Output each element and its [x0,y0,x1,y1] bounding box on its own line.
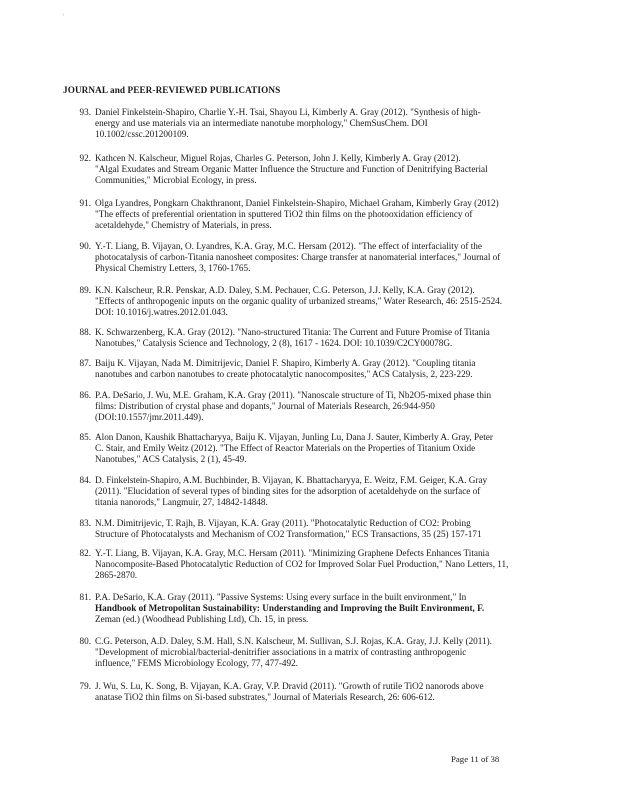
entry-text [95,358,567,380]
entry-line: Baiju K. Vijayan, Nada M. Dimitrijevic, Daniel F. Shapiro, Kimberly A. Gray (2012). "Coupling titania [95,358,476,368]
entry-line: titania nanorods," Langmuir, 27, 14842-14848. [95,497,268,508]
entry-text [95,153,567,187]
entry-line: Structure of Photocatalysts and Mechanism of CO2 Transformation," ECS Transactions, 35 (25) 157-171 [95,529,482,540]
page-number: Page 11 of 38 [451,754,500,764]
entry-line: films: Distribution of crystal phase and dopants," Journal of Materials Research, 26:944-950 [95,401,435,412]
entry-line: Communities," Microbial Ecology, in press. [95,175,257,186]
entry-text [95,432,567,466]
entry-line: nanotubes and carbon nanotubes to create photocatalytic nanocomposites," ACS Catalysis, 2, 223-229. [95,369,473,380]
entry-number: 80. [79,636,91,646]
entry-line: Physical Chemistry Letters, 3, 1760-1765. [95,263,251,274]
entry-text [95,198,567,232]
entry-line: Nanocomposite-Based Photocatalytic Reduction of CO2 for Improved Solar Fuel Production," Nano Letters, 11, [95,559,509,570]
entry-number: 89. [79,285,91,295]
entry-number: 81. [79,592,91,602]
entry-number: 86. [79,390,91,400]
entry-line: Y.-T. Liang, B. Vijayan, O. Lyandres, K.A. Gray, M.C. Hersam (2012). "The effect of interfaciality of the [95,241,482,251]
entry-line: Handbook of Metropolitan Sustainability: Understanding and Improving the Built Environment, F. [95,603,485,614]
entry-number: 79. [79,681,91,691]
entry-text [95,518,567,540]
entry-text [95,390,567,424]
entry-line: acetaldehyde," Chemistry of Materials, in press. [95,220,272,231]
entry-text [95,592,567,626]
entry-text [95,475,567,509]
entry-number: 91. [79,198,91,208]
entry-text [95,241,567,275]
entry-number: 88. [79,327,91,337]
entry-number: 92. [79,153,91,163]
entry-number: 85. [79,432,91,442]
entry-number: 82. [79,548,91,558]
entry-number: 83. [79,518,91,528]
entry-text [95,107,567,141]
entry-line: Kathcen N. Kalscheur, Miguel Rojas, Charles G. Peterson, John J. Kelly, Kimberly A. Gray (2012). [95,153,461,163]
entry-number: 90. [79,241,91,251]
entry-line: anatase TiO2 thin films on Si-based substrates," Journal of Materials Research, 26: 606-612. [95,692,435,703]
entry-text [95,548,567,582]
entry-line: K.N. Kalscheur, R.R. Penskar, A.D. Daley, S.M. Pechauer, C.G. Peterson, J.J. Kelly, K.A. Gray (2012). [95,285,475,295]
entry-text [95,285,567,319]
entry-line: (2011). "Elucidation of several types of binding sites for the adsorption of acetaldehyde on the surface of [95,486,481,497]
entry-line: DOI: 10.1016/j.watres.2012.01.043. [95,307,228,318]
stray-mark: ' [63,14,65,20]
entry-line: P.A. DeSario, J. Wu, M.E. Graham, K.A. Gray (2011). "Nanoscale structure of Ti, Nb2O5-mixed phase thin [95,390,492,400]
entry-line: Nanotubes," Catalysis Science and Technology, 2 (8), 1617 - 1624. DOI: 10.1039/C2CY00078G. [95,338,453,349]
entry-line: influence," FEMS Microbiology Ecology, 77, 477-492. [95,658,298,669]
entry-line: 2865-2870. [95,570,138,581]
entry-line: "Development of microbial/bacterial-denitrifier associations in a matrix of contrasting anthropogenic [95,647,467,658]
entry-line: (DOI:10.1557/jmr.2011.449). [95,412,204,423]
entry-line: Daniel Finkelstein-Shapiro, Charlie Y.-H. Tsai, Shayou Li, Kimberly A. Gray (2012). "Synthesis of high- [95,107,481,117]
entry-line: 10.1002/cssc.201200109. [95,129,189,140]
entry-number: 84. [79,475,91,485]
entry-line: Nanotubes," ACS Catalysis, 2 (1), 45-49. [95,454,247,465]
entry-number: 93. [79,107,91,117]
entry-line: C.G. Peterson, A.D. Daley, S.M. Hall, S.N. Kalscheur, M. Sullivan, S.J. Rojas, K.A. Gray, J.J. Kelly (2011). [95,636,492,646]
entry-line: "Effects of anthropogenic inputs on the organic quality of urbanized streams," Water Research, 46: 2515-2524. [95,296,503,307]
entry-line: Y.-T. Liang, B. Vijayan, K.A. Gray, M.C. Hersam (2011). "Minimizing Graphene Defects Enhances Titania [95,548,490,558]
entry-line: K. Schwarzenberg, K.A. Gray (2012). "Nano-structured Titania: The Current and Future Promise of Titania [95,327,490,337]
entry-line: photocatalysis of carbon-Titania nanosheet composites: Charge transfer at nanomaterial interfaces," Journal of [95,252,501,263]
entry-line: "Algal Exudates and Stream Organic Matter Influence the Structure and Function of Denitrifying Bacterial [95,164,488,175]
entry-line: D. Finkelstein-Shapiro, A.M. Buchbinder, B. Vijayan, K. Bhattacharyya, E. Weitz, F.M. Geiger, K.A. Gray [95,475,488,485]
entry-number: 87. [79,358,91,368]
entry-line: P.A. DeSario, K.A. Gray (2011). "Passive Systems: Using every surface in the built environment," In [95,592,467,602]
entry-line: "The effects of preferential orientation in sputtered TiO2 thin films on the photooxidation efficiency of [95,209,473,220]
entry-line: N.M. Dimitrijevic, T. Rajh, B. Vijayan, K.A. Gray (2011). "Photocatalytic Reduction of CO2: Probing [95,518,471,528]
section-heading: JOURNAL and PEER-REVIEWED PUBLICATIONS [63,85,281,95]
entry-text [95,681,567,703]
entry-line: Alon Danon, Kaushik Bhattacharyya, Baiju K. Vijayan, Junling Lu, Dana J. Sauter, Kimberly A. Gray, Peter [95,432,493,442]
entry-text [95,327,567,349]
entry-line: Zeman (ed.) (Woodhead Publishing Ltd), Ch. 15, in press. [95,614,309,625]
entry-line: Olga Lyandres, Pongkarn Chakthranont, Daniel Finkelstein-Shapiro, Michael Graham, Kimberly Gray (2012) [95,198,499,208]
entry-line: J. Wu, S. Lu, K. Song, B. Vijayan, K.A. Gray, V.P. Dravid (2011). "Growth of rutile TiO2 nanorods above [95,681,484,691]
entry-line: energy and use materials via an intermediate nanotube morphology," ChemSusChem. DOI [95,118,428,129]
entry-line: C. Stair, and Emily Weitz (2012). "The Effect of Reactor Materials on the Properties of Titanium Oxide [95,443,476,454]
entry-text [95,636,567,670]
